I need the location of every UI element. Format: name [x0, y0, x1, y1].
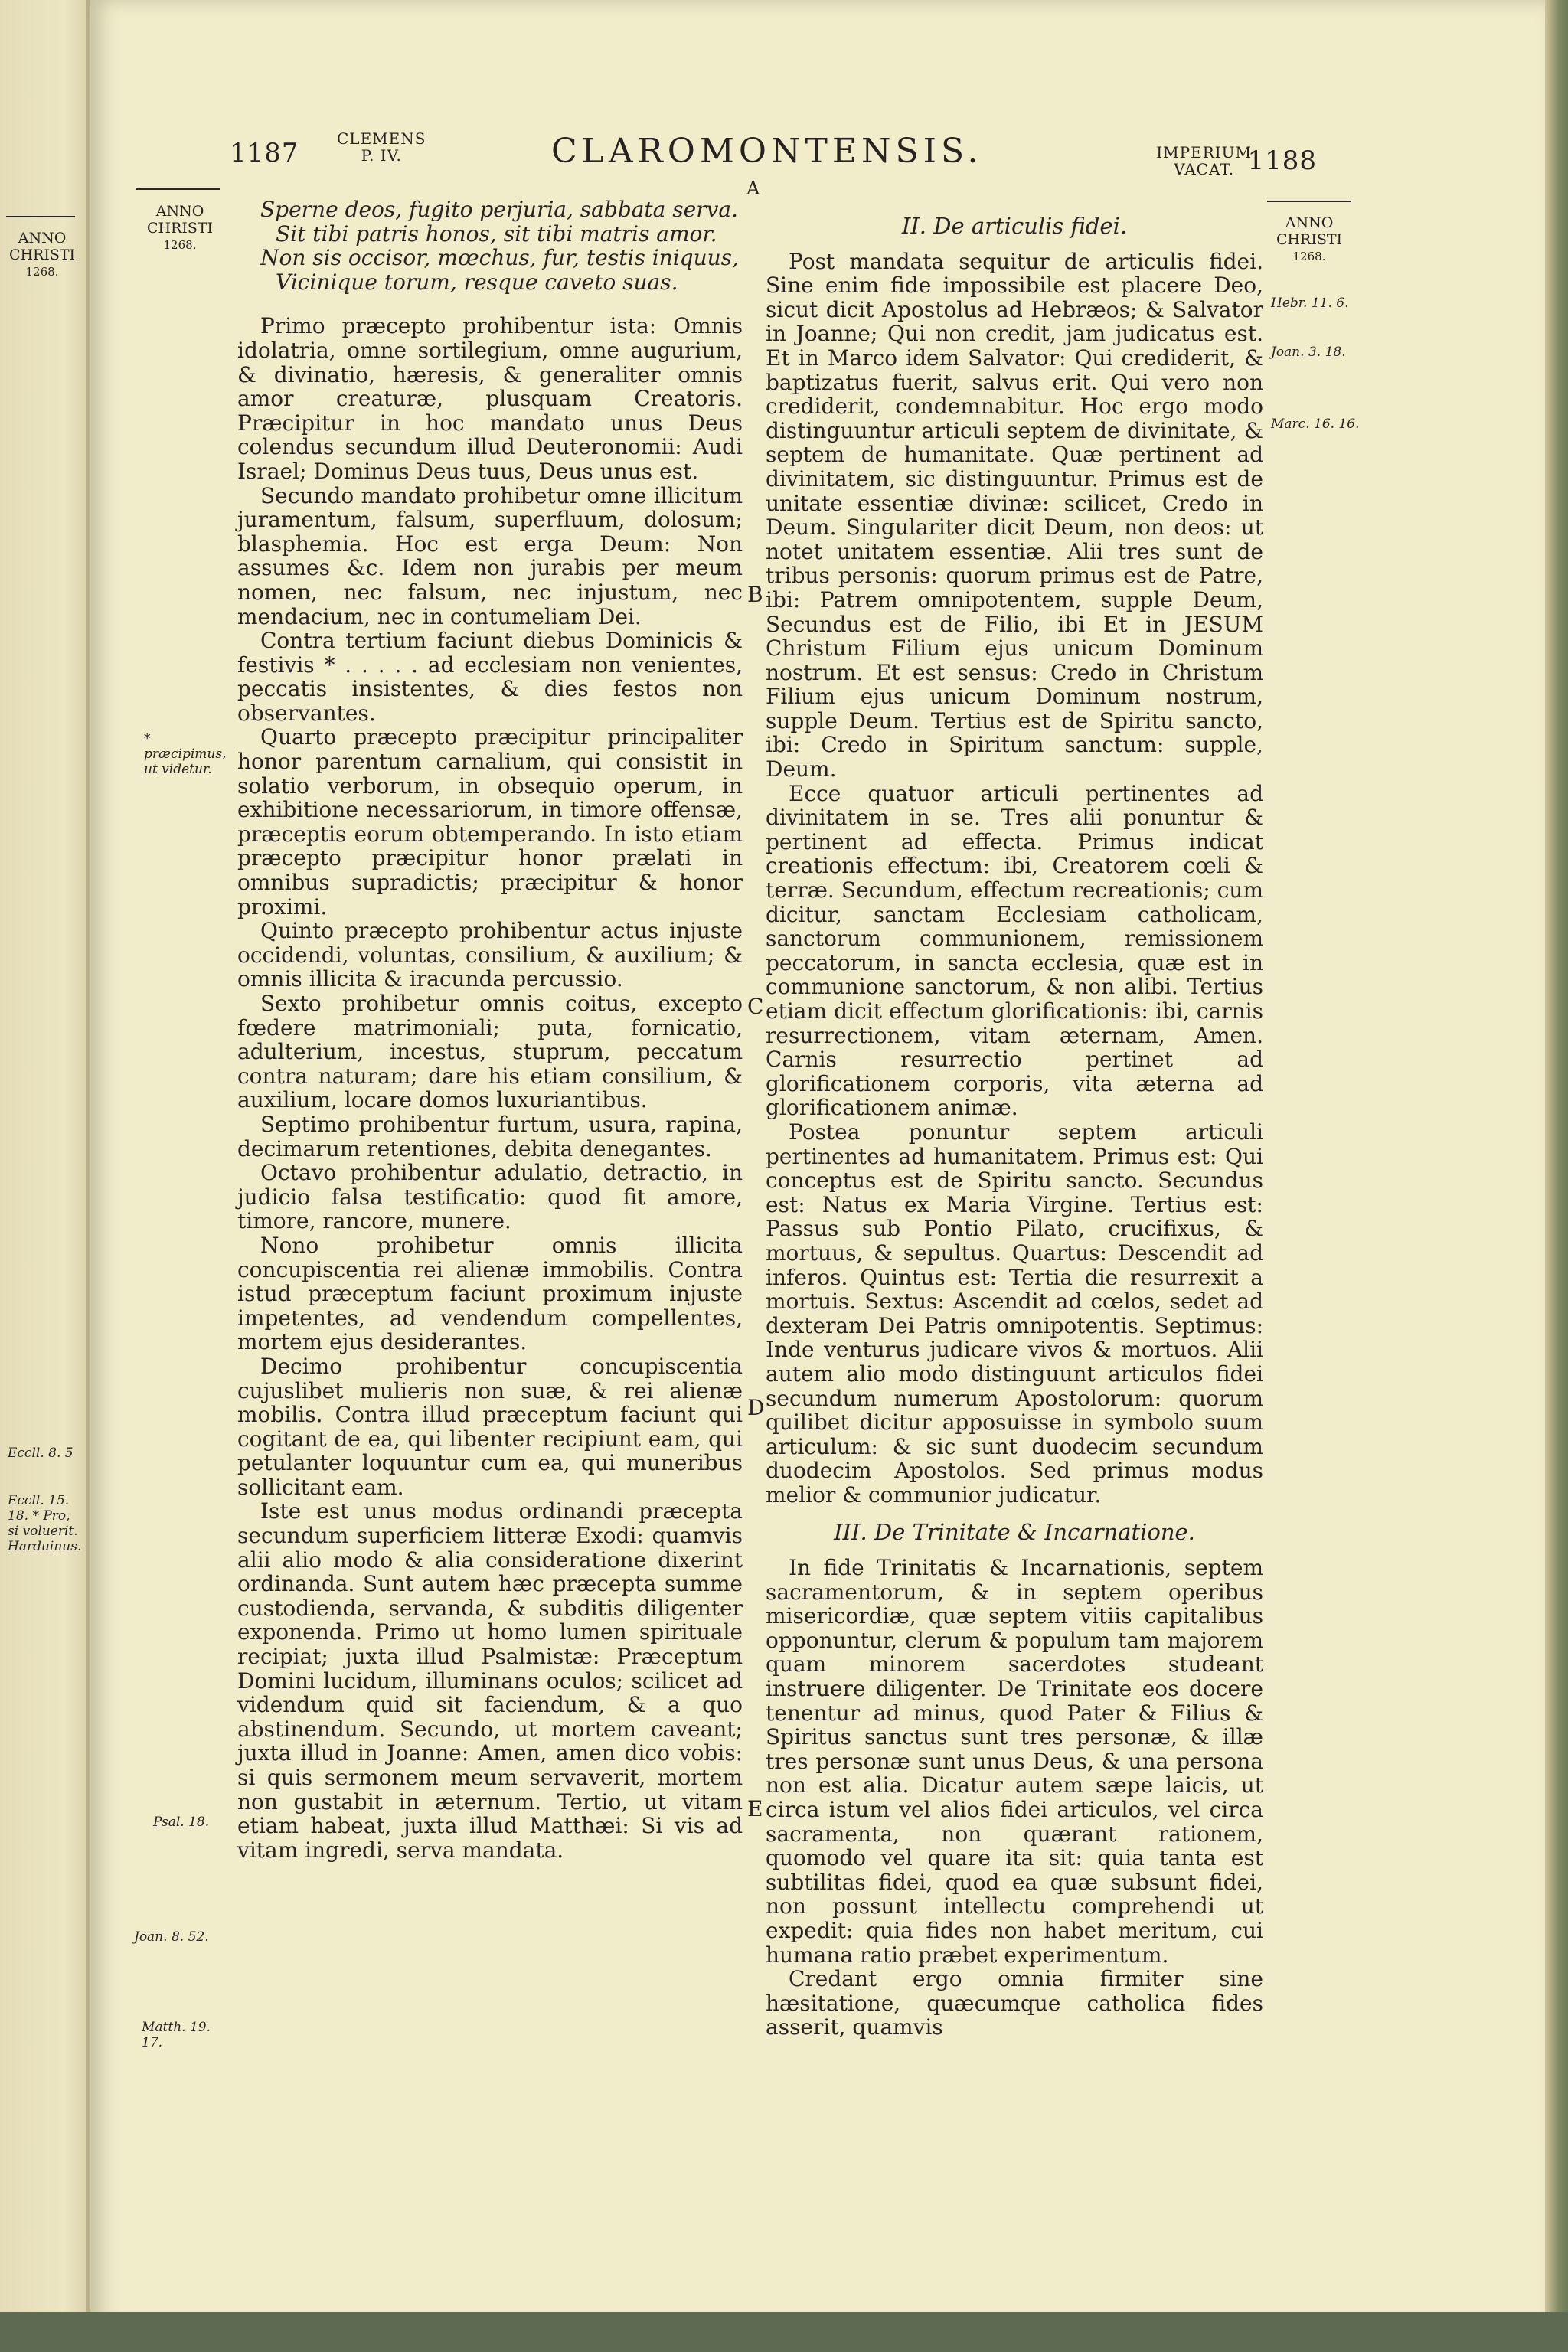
rule-anno-right: [1267, 201, 1351, 202]
paragraph: Postea ponuntur septem articuli pertinentes ad humanitatem. Primus est: Qui conceptus est de Spiritu sancto. Secundus est: Natus ex Maria Virgine. Tertius est: Passus sub Pontio Pilato, crucifixus, & mortuus, & sepultus. Quartus: Descendit ad inferos. Quintus est: Tertia die resurrexit a mortuis. Sextus: Ascendit ad cœlos, sedet ad dexteram Dei Patris omnipotentis. Septimus: Inde venturus judicare vivos & mortuos. Alii autem alio modo distinguunt articulos fidei secundum numerum Apostolorum: quorum quilibet dicitur apposuisse in symbolo suum articulum: & sic sunt duodecim secundum duodecim Apostolos. Sed primus modus melior & communior judicatur.: [766, 1119, 1263, 1508]
verse-line: Sit tibi patris honos, sit tibi matris amor.: [276, 220, 717, 247]
section-heading: [766, 1521, 1263, 1545]
verse-line: Non sis occisor, mœchus, fur, testis iniquus,: [260, 245, 739, 271]
margin-note: * præcipimus, ut videtur.: [144, 731, 227, 777]
paragraph: Secundo mandato prohibetur omne illicitum juramentum, falsum, superfluum, dolosum; blasphemia. Hoc est erga Deum: Non assumes &c. Idem non jurabis per meum nomen, nec falsum, nec injustum, nec mendacium, nec in contumeliam Dei.: [237, 482, 743, 629]
paragraph: Ecce quatuor articuli pertinentes ad divinitatem in se. Tres alii ponuntur & pertinent ad effecta. Primus indicat creationis effectum: ibi, Creatorem cœli & terræ. Secundum, effectum recreationis; cum dicitur, sanctam Ecclesiam catholicam, sanctorum communionem, remissionem peccatorum, in sancta ecclesia, quæ est in communione sanctorum, & non alibi. Tertius etiam dicit effectum glorificationis: ibi, carnis resurrectionem, vitam æternam, Amen. Carnis resurrectio pertinet ad glorificationem corporis, vita æterna ad glorificationem animæ.: [766, 780, 1263, 1121]
margin-note: Joan. 3. 18.: [1271, 345, 1346, 360]
left-column: [237, 198, 743, 1862]
margin-note: Eccll. 8. 5: [8, 1446, 74, 1461]
section-letter: D: [747, 1395, 765, 1420]
facing-page-edge: [0, 0, 92, 2352]
section-heading-text: II. De articulis fidei.: [901, 213, 1128, 239]
margin-note: Matth. 19. 17.: [142, 2020, 211, 2050]
running-head-left-sub: P. IV.: [361, 146, 402, 165]
running-head-right-sub: VACAT.: [1174, 160, 1235, 178]
paragraph: Quinto præcepto prohibentur actus injuste occidendi, voluntas, consilium, & auxilium; & omnis illicita & iracunda percussio.: [237, 918, 743, 992]
anno-left: [142, 203, 218, 253]
table-surface: [0, 2312, 1568, 2352]
paragraph: Primo præcepto prohibentur ista: Omnis idolatria, omne sortilegium, omne augurium, & divinatio, hæresis, & generaliter omnis amor creaturæ, plusquam Creatoris. Præcipitur in hoc mandato unus Deus colendus secundum illud Deuteronomii: Audi Israel; Dominus Deus tuus, Deus unus est.: [237, 313, 743, 484]
anno-year: 1268.: [1292, 250, 1326, 263]
anno-label: CHRISTI: [8, 247, 76, 263]
paragraph: Sexto prohibetur omnis coitus, excepto fœdere matrimoniali; puta, fornicatio, adulterium, incestus, stuprum, peccatum contra naturam; dare his etiam consilium, & auxilium, locare domos luxuriantibus.: [237, 991, 743, 1113]
page-number-right: 1188: [1247, 145, 1317, 176]
running-header: [230, 122, 1317, 199]
anno-facing: [8, 230, 77, 280]
page-title: CLAROMONTENSIS.: [551, 132, 983, 171]
right-column: [766, 201, 1263, 2040]
section-letter: E: [747, 1796, 763, 1821]
verse-line: Sperne deos, fugito perjuria, sabbata serva.: [260, 197, 738, 222]
paragraph: Contra tertium faciunt diebus Dominicis & festivis * . . . . . ad ecclesiam non venientes, peccatis insistentes, & dies festos non observantes.: [237, 628, 743, 726]
anno-label: CHRISTI: [1276, 231, 1343, 248]
anno-label: CHRISTI: [146, 220, 214, 237]
margin-note: Joan. 8. 52.: [134, 1929, 209, 1945]
paragraph: Decimo prohibentur concupiscentia cujuslibet mulieris non suæ, & rei alienæ mobilis. Contra illud præceptum faciunt qui cogitant de ea, qui libenter recipiunt eam, qui petulanter loquuntur cum ea, qui muneribus sollicitant eam.: [237, 1353, 743, 1500]
anno-year: 1268.: [25, 265, 59, 279]
paragraph: Quarto præcepto præcipitur principaliter honor parentum carnalium, qui consistit in solatio verborum, in obsequio operum, in exhibitione necessariorum, in timore offensæ, præceptis eorum obtemperando. In isto etiam præcepto præcipitur honor prælati in omnibus supradictis; præcipitur & honor proximi.: [237, 724, 743, 920]
verse-line: Vicinique torum, resque caveto suas.: [276, 269, 678, 295]
anno-label: ANNO: [18, 230, 67, 247]
anno-label: ANNO: [1285, 214, 1334, 231]
anno-year: 1268.: [163, 238, 197, 252]
section-letter: B: [747, 582, 763, 607]
anno-right: [1271, 214, 1348, 265]
margin-note: Marc. 16. 16.: [1271, 416, 1360, 432]
page-number-left: 1187: [230, 138, 299, 168]
margin-note: Hebr. 11. 6.: [1271, 296, 1349, 311]
paragraph: Post mandata sequitur de articulis fidei. Sine enim fide impossibile est placere Deo, sicut dicit Apostolus ad Hebræos; & Salvator in Joanne; Qui non credit, jam judicatus est. Et in Marco idem Salvator: Qui crediderit, & baptizatus fuerit, salvus erit. Qui vero non crediderit, condemnabitur. Hoc ergo modo distinguuntur articuli septem de divinitate, & septem de humanitate. Quæ pertinent ad divinitatem, sic distinguuntur. Primus est de unitate essentiæ divinæ: scilicet, Credo in Deum. Singulariter dicit Deum, non deos: ut notet unitatem essentiæ. Alii tres sunt de tribus personis: quorum primus est de Patre, ibi: Patrem omnipotentem, supple Deum, Secundus est de Filio, ibi Et in JESUM Christum Filium ejus unicum Dominum nostrum. Et est sensus: Credo in Christum Filium ejus unicum Dominum nostrum, supple Deum. Tertius est de Spiritu sancto, ibi: Credo in Spiritum sanctum: supple, Deum.: [766, 248, 1263, 782]
paragraph: Credant ergo omnia firmiter sine hæsitatione, quæcumque catholica fides asserit, quamvis: [766, 1966, 1263, 2040]
section-heading: [766, 214, 1263, 239]
paragraph: Octavo prohibentur adulatio, detractio, in judicio falsa testificatio: quod fit amore, timore, rancore, munere.: [237, 1160, 743, 1234]
margin-note: Psal. 18.: [153, 1815, 210, 1830]
verse-block: [237, 198, 743, 294]
running-head-right-title: IMPERIUM: [1156, 143, 1252, 162]
paragraph: Nono prohibetur omnis illicita concupiscentia rei alienæ immobilis. Contra istud præceptum faciunt proximum injuste impetentes, ad vendendum compellentes, mortem ejus desiderantes.: [237, 1232, 743, 1355]
section-letter: C: [747, 994, 764, 1019]
anno-label: ANNO: [155, 203, 204, 220]
paragraph: Septimo prohibentur furtum, usura, rapina, decimarum retentiones, debita denegantes.: [237, 1111, 743, 1161]
section-marker-a: A: [746, 178, 760, 199]
running-head-left-title: CLEMENS: [337, 129, 426, 148]
page-edge-right: [1545, 0, 1568, 2352]
rule-anno-left: [136, 188, 220, 190]
running-head-left: [337, 130, 426, 164]
section-heading-text: III. De Trinitate & Incarnatione.: [834, 1519, 1195, 1546]
running-head-right: [1156, 144, 1252, 178]
paragraph: Iste est unus modus ordinandi præcepta secundum superficiem litteræ Exodi: quamvis alii alio modo & alia consideratione dixerint ordinanda. Sunt autem hæc præcepta summe custodienda, servanda, & subditis diligenter exponenda. Primo ut homo lumen spirituale recipiat; juxta illud Psalmistæ: Præceptum Domini lucidum, illuminans oculos; scilicet ad videndum quid sit faciendum, & a quo abstinendum. Secundo, ut mortem caveant; juxta illud in Joanne: Amen, amen dico vobis: si quis sermonem meum servaverit, mortem non gustabit in æternum. Tertio, ut vitam etiam habeat, juxta illud Matthæi: Si vis ad vitam ingredi, serva mandata.: [237, 1498, 743, 1863]
rule-facing: [6, 216, 75, 217]
paragraph: In fide Trinitatis & Incarnationis, septem sacramentorum, & in septem operibus misericordiæ, quæ septem vitiis capitalibus opponuntur, clerum & populum tam majorem quam minorem sacerdotes studeant instruere diligenter. De Trinitate eos docere tenentur ad minus, quod Pater & Filius & Spiritus sanctus sunt tres personæ, & illæ tres personæ sunt unus Deus, & una persona non est alia. Dicatur autem sæpe laicis, ut circa istum vel alios fidei articulos, vel circa sacramenta, non quærant rationem, quomodo vel quare ita sit: quia tanta est subtilitas fidei, quod ea quæ subsunt fidei, non possunt intellectu comprehendi ut expedit: quia fides non habet meritum, cui humana ratio præbet experimentum.: [766, 1555, 1263, 1968]
margin-note: Eccll. 15. 18. * Pro, si voluerit. Harduinus.: [8, 1493, 82, 1554]
